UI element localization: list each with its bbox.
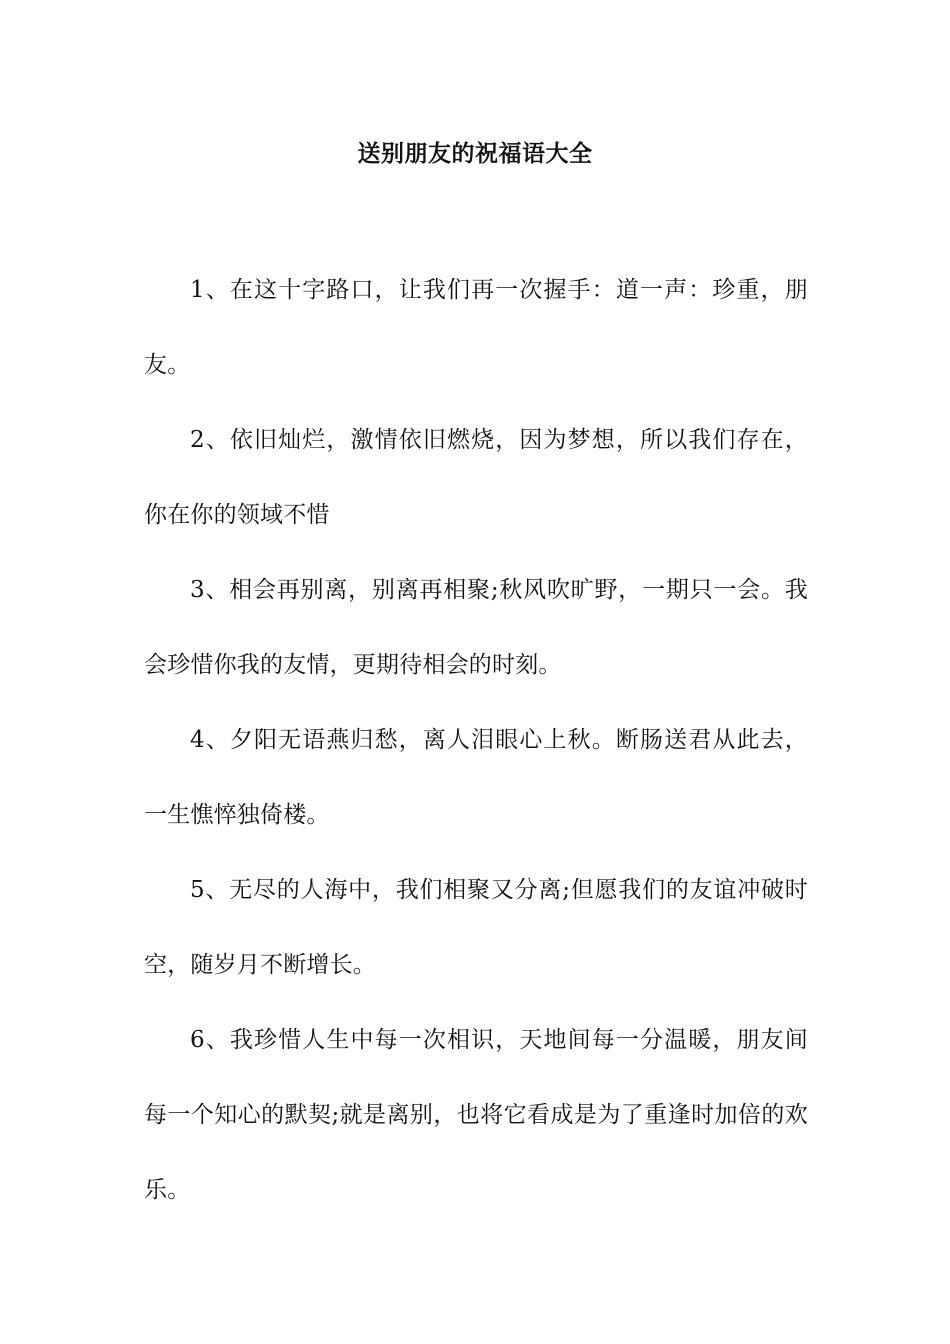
paragraph-3: 3、相会再别离，别离再相聚;秋风吹旷野，一期只一会。我会珍惜你我的友情，更期待相会的时刻。: [144, 577, 808, 678]
document-body: [144, 253, 808, 1228]
document-title: 送别朋友的祝福语大全: [357, 141, 593, 167]
paragraph-6: 6、我珍惜人生中每一次相识，天地间每一分温暖，朋友间每一个知心的默契;就是离别，也将它看成是为了重逢时加倍的欢乐。: [144, 1027, 808, 1203]
paragraph-5: 5、无尽的人海中，我们相聚又分离;但愿我们的友谊冲破时空，随岁月不断增长。: [144, 877, 808, 978]
paragraph-1: 1、在这十字路口，让我们再一次握手：道一声：珍重，朋友。: [144, 277, 808, 378]
paragraph-4: 4、夕阳无语燕归愁，离人泪眼心上秋。断肠送君从此去，一生憔悴独倚楼。: [144, 727, 808, 828]
paragraph-2: 2、依旧灿烂，激情依旧燃烧，因为梦想，所以我们存在，你在你的领域不惜: [144, 427, 808, 528]
